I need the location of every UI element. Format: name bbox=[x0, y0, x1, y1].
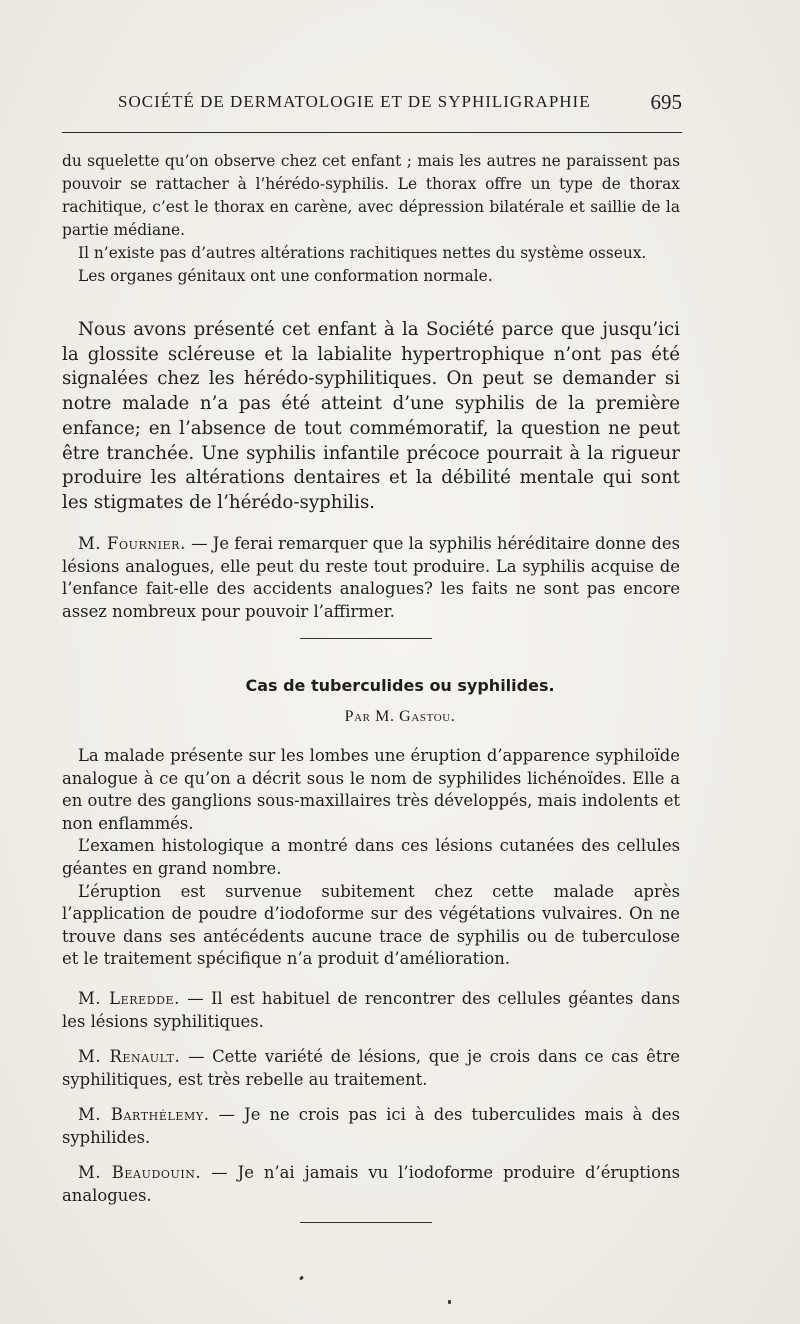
case-description bbox=[62, 745, 680, 971]
paragraph: Nous avons présenté cet enfant à la Société parce que jusqu’ici la glossite scléreuse et la labialite hypertrophique n’ont pas été signalées chez les hérédo-syphilitiques. On peut se demander si notre malade n’a pas été atteint d’une syphilis de la première enfance; en l’absence de tout commémoratif, la question ne peut être tranchée. Une syphilis infantile précoce pourrait à la rigueur produire les altérations dentaires et la débilité mentale qui sont les stigmates de l’hérédo-syphilis. bbox=[62, 319, 680, 513]
speaker-name: M. Barthélemy. bbox=[78, 1105, 210, 1124]
ink-speck bbox=[299, 1276, 304, 1281]
ink-speck bbox=[448, 1300, 451, 1304]
running-title: SOCIÉTÉ DE DERMATOLOGIE ET DE SYPHILIGRAPHIE bbox=[118, 92, 591, 111]
remark-text: — Il est habituel de rencontrer des cellules géantes dans les lésions syphilitiques. bbox=[62, 989, 680, 1031]
header-rule bbox=[62, 132, 682, 133]
remark-text: — Cette variété de lésions, que je crois dans ce cas être syphilitiques, est très rebelle au traitement. bbox=[62, 1047, 681, 1089]
page-header bbox=[62, 92, 682, 118]
remark-text: — Je ne crois pas ici à des tuberculides mais à des syphilides. bbox=[62, 1105, 680, 1147]
remark-text: — Je n’ai jamais vu l’iodoforme produire d’éruptions analogues. bbox=[62, 1163, 680, 1205]
paragraph: L’examen histologique a montré dans ces lésions cutanées des cellules géantes en grand nombre. bbox=[62, 836, 680, 878]
fournier-remark bbox=[62, 533, 680, 623]
paragraph: Les organes génitaux ont une conformation normale. bbox=[78, 267, 493, 285]
remark-barthelemy bbox=[62, 1104, 680, 1149]
speaker-name: M. Leredde. bbox=[78, 989, 180, 1008]
speaker-name: M. Renault. bbox=[78, 1047, 181, 1066]
case-continuation bbox=[62, 150, 680, 288]
section-divider bbox=[300, 638, 432, 639]
end-divider bbox=[300, 1222, 432, 1223]
remark-leredde bbox=[62, 988, 680, 1033]
remark-renault bbox=[62, 1046, 680, 1091]
paragraph: Il n’existe pas d’autres altérations rachitiques nettes du système osseux. bbox=[78, 244, 647, 262]
paragraph: La malade présente sur les lombes une éruption d’apparence syphiloïde analogue à ce qu’on a décrit sous le nom de syphilides lichénoïdes. Elle a en outre des ganglions sous-maxillaires très développés, mais indolents et non enflammés. bbox=[62, 746, 680, 833]
page-number: 695 bbox=[650, 90, 682, 114]
speaker-name: M. Fournier. bbox=[78, 534, 186, 553]
paragraph: du squelette qu’on observe chez cet enfant ; mais les autres ne paraissent pas pouvoir se rattacher à l’hérédo-syphilis. Le thorax offre un type de thorax rachitique, c’est le thorax en carène, avec dépression bilatérale et saillie de la partie médiane. bbox=[62, 152, 680, 239]
discussion-paragraph bbox=[62, 318, 680, 516]
speaker-name: M. Beaudouin. bbox=[78, 1163, 202, 1182]
author-byline: Par M. Gastou. bbox=[344, 708, 456, 725]
section-title: Cas de tuberculides ou syphilides. bbox=[245, 676, 555, 695]
remark-text: — Je ferai remarquer que la syphilis héréditaire donne des lésions analogues, elle peut du reste tout produire. La syphilis acquise de l’enfance fait-elle des accidents analogues? les faits ne sont pas encore assez nombreux pour pouvoir l’affirmer. bbox=[62, 534, 680, 621]
remark-beaudouin bbox=[62, 1162, 680, 1207]
paragraph: L’éruption est survenue subitement chez cette malade après l’application de poudre d’iodoforme sur des végétations vulvaires. On ne trouve dans ses antécédents aucune trace de syphilis ou de tuberculose et le traitement spécifique n’a produit d’amélioration. bbox=[62, 881, 680, 969]
